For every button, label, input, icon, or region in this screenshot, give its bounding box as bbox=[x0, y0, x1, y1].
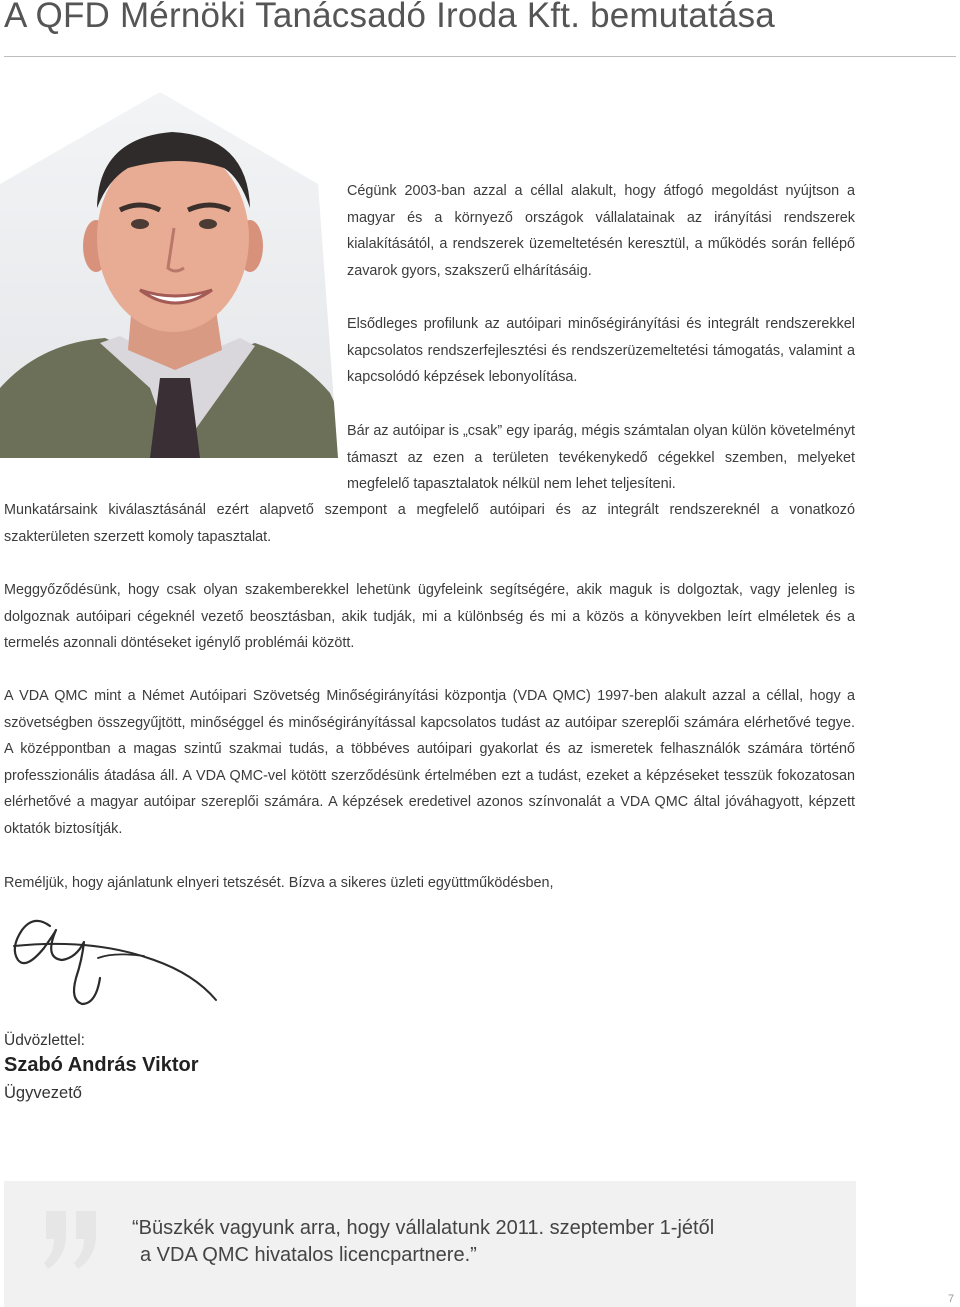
signatory-name: Szabó András Viktor bbox=[4, 1054, 199, 1076]
signature bbox=[4, 908, 224, 1018]
page-title: A QFD Mérnöki Tanácsadó Iroda Kft. bemutatása bbox=[4, 0, 775, 35]
title-divider bbox=[4, 56, 956, 57]
body-paragraph-2: Meggyőződésünk, hogy csak olyan szakemberekkel lehetünk ügyfeleink segítségére, akik maguk is dolgoztak, vagy jelenleg is dolgoznak autóipari cégeknél vezető beosztásban, akik tudják, mi a különbség és mi a közös a könyvekben leírt elméletek és a termelés azonnali döntéseket igénylő problémái között. bbox=[4, 582, 855, 652]
quote-line-1: “Büszkék vagyunk arra, hogy vállalatunk 2011. szeptember 1-jétől bbox=[132, 1217, 715, 1239]
quote-text bbox=[132, 1215, 832, 1269]
body-paragraph-1: Munkatársaink kiválasztásánál ezért alapvető szempont a megfelelő autóipari és az integrált rendszereknél a vonatkozó szakterületen szerzett komoly tapasztalat. bbox=[4, 502, 855, 545]
intro-paragraph-2: Elsődleges profilunk az autóipari minőségirányítási és integrált rendszerekkel kapcsolatos rendszerfejlesztési és rendszerüzemeltetési támogatás, valamint a kapcsolódó képzések lebonyolítása. bbox=[347, 316, 855, 386]
body-paragraph-3: A VDA QMC mint a Német Autóipari Szövetség Minőségirányítási központja (VDA QMC) 1997-ben alakult azzal a céllal, hogy a szövetségben összegyűjtött, minőséggel és minőségirányítással kapcsolatos tudást az autóipar szereplői számára elérhetővé tegye. A középpontban a magas szintű szakmai tudás, a többéves autóipari gyakorlat és az ismeretek felhasználók számára történő professzionális átadása áll. A VDA QMC-vel kötött szerződésünk értelmében ezt a tudást, ezeket a képzéseket tesszük fokozatosan elérhetővé a magyar autóipar szereplői számára. A képzések eredetivel azonos színvonalát a VDA QMC által jóváhagyott, képzett oktatók biztosítják. bbox=[4, 688, 855, 837]
intro-paragraph-1: Cégünk 2003-ban azzal a céllal alakult, hogy átfogó megoldást nyújtson a magyar és a környező országok vállalatainak az irányítási rendszerek kialakításától, a rendszerek üzemeltetésén keresztül, a működés során fellépő zavarok gyors, szakszerű elhárításáig. bbox=[347, 183, 855, 279]
body-paragraph-4: Reméljük, hogy ajánlatunk elnyeri tetszését. Bízva a sikeres üzleti együttműködésben, bbox=[4, 875, 554, 891]
page-number: 7 bbox=[948, 1293, 955, 1305]
quote-line-2: a VDA QMC hivatalos licencpartnere.” bbox=[140, 1244, 477, 1266]
quotation-mark-icon bbox=[42, 1211, 102, 1269]
signatory-role: Ügyvezető bbox=[4, 1084, 82, 1102]
closing-greeting: Üdvözlettel: bbox=[4, 1032, 85, 1049]
portrait-photo bbox=[0, 88, 360, 458]
intro-paragraph-3: Bár az autóipar is „csak” egy iparág, mégis számtalan olyan külön követelményt támaszt az ezen a területen tevékenykedő cégekkel szemben, melyeket megfelelő tapasztalatok nélkül nem lehet teljesíteni. bbox=[347, 423, 855, 493]
quote-box bbox=[4, 1181, 856, 1307]
